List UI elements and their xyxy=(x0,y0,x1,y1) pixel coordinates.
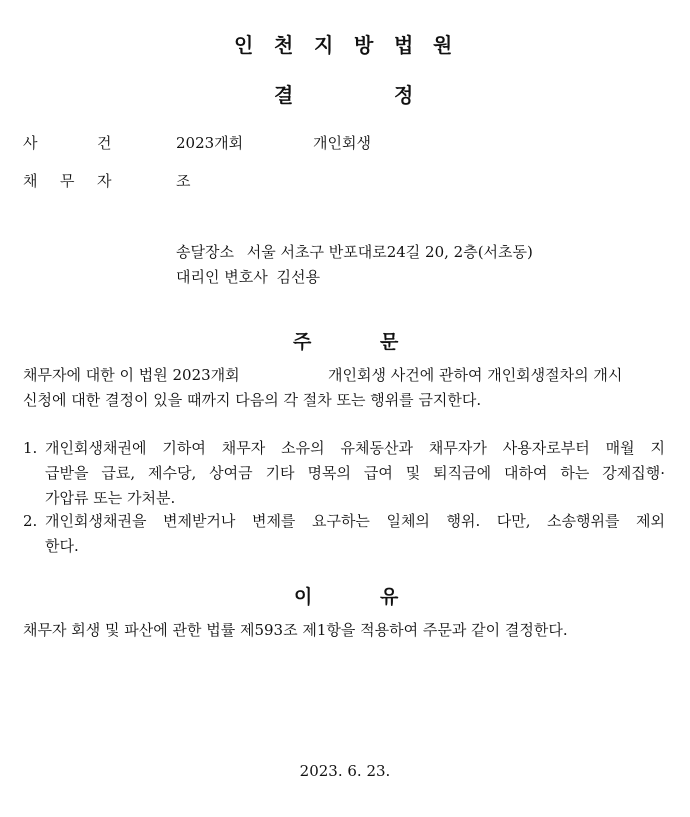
case-type: 개인회생 xyxy=(313,134,371,152)
order-paragraph-line: 개인회생 사건에 관하여 개인회생절차의 개시 xyxy=(328,366,623,384)
debtor-label-char: 자 xyxy=(97,172,112,190)
order-item-line: 개인회생채권을 변제받거나 변제를 요구하는 일체의 행위. 다만, 소송행위를 제외 xyxy=(45,512,665,530)
document-title-char: 결 xyxy=(274,83,294,107)
order-item-line: 가압류 또는 가처분. xyxy=(45,489,176,507)
order-paragraph-line: 채무자에 대한 이 법원 2023개회 xyxy=(23,366,240,384)
debtor-label-char: 무 xyxy=(60,172,75,190)
case-row xyxy=(0,131,690,156)
order-item-line: 한다. xyxy=(45,537,79,555)
service-address-label: 송달장소 xyxy=(176,243,234,261)
order-heading-char: 문 xyxy=(380,331,399,353)
order-item-line: 개인회생채권에 기하여 채무자 소유의 유체동산과 채무자가 사용자로부터 매월 지 xyxy=(45,439,665,457)
reason-text: 채무자 회생 및 파산에 관한 법률 제593조 제1항을 적용하여 주문과 같이 결정한다. xyxy=(23,621,568,639)
court-name-char: 법 xyxy=(394,33,414,57)
order-paragraph-line: 신청에 대한 결정이 있을 때까지 다음의 각 절차 또는 행위를 금지한다. xyxy=(23,391,482,409)
order-item-number: 2. xyxy=(23,512,38,530)
reason-heading-char: 이 xyxy=(294,586,313,608)
debtor-name: 조 xyxy=(176,172,191,190)
case-number: 2023개회 xyxy=(176,134,244,152)
order-paragraph xyxy=(0,363,690,413)
order-item xyxy=(23,509,668,559)
order-item-text xyxy=(45,436,665,511)
decision-date: 2023. 6. 23. xyxy=(299,762,391,780)
case-label-char: 사 xyxy=(23,134,38,152)
agent-name: 김선용 xyxy=(276,268,320,286)
order-item-line: 급받을 급료, 제수당, 상여금 기타 명목의 급여 및 퇴직금에 대하여 하는 강제집행· xyxy=(45,464,665,482)
document-title-char: 정 xyxy=(394,83,414,107)
debtor-label-char: 채 xyxy=(23,172,38,190)
order-item-number: 1. xyxy=(23,439,38,457)
debtor-row xyxy=(0,169,690,194)
service-address-value: 서울 서초구 반포대로24길 20, 2층(서초동) xyxy=(246,243,533,261)
court-name-char: 방 xyxy=(354,33,374,57)
order-heading-char: 주 xyxy=(293,331,312,353)
service-address-row xyxy=(176,240,533,265)
agent-row xyxy=(176,265,320,290)
reason-heading-char: 유 xyxy=(380,586,399,608)
order-item xyxy=(23,436,668,511)
order-item-text xyxy=(45,509,665,559)
court-name-char: 천 xyxy=(274,33,294,57)
court-name-char: 인 xyxy=(234,33,254,57)
court-name-char: 원 xyxy=(433,33,453,57)
agent-label: 대리인 변호사 xyxy=(176,268,268,286)
court-name-char: 지 xyxy=(314,33,334,57)
case-label-char: 건 xyxy=(97,134,112,152)
